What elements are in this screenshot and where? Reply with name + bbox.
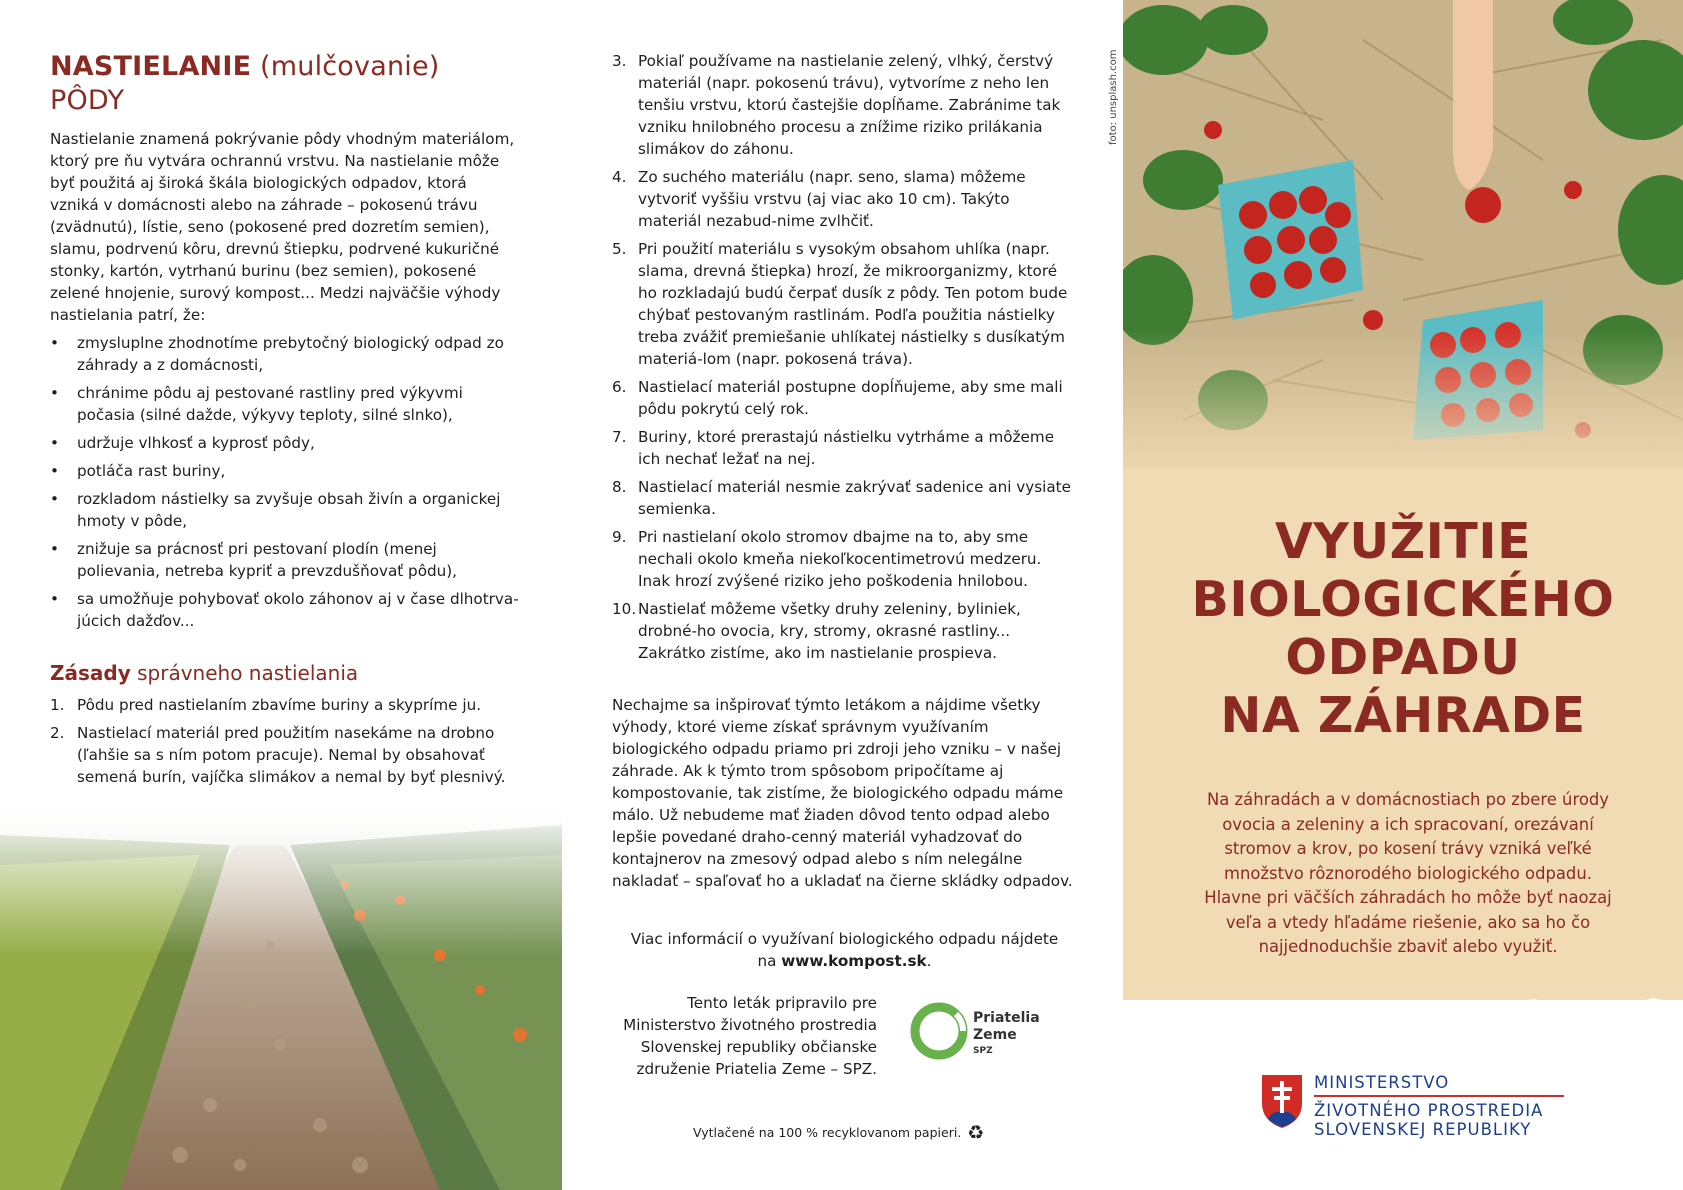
benefit-item: • sa umožňuje pohybovať okolo záhonov aj v čase dlhotrva-júcich dažďov... [50,588,520,632]
section-heading-mulching: NASTIELANIE (mulčovanie) PÔDY [50,51,440,116]
website-link[interactable]: www.kompost.sk [781,952,927,970]
benefit-item: • zmysluplne zhodnotíme prebytočný biologický odpad zo záhrady a z domácnosti, [50,332,520,376]
cover-panel [1123,0,1683,1190]
principle-item: 9. Pri nastielaní okolo stromov dbajme na to, aby sme nechali okolo kmeňa niekoľkocentimetrovú medzeru. Inak hrozí zvýšené riziko jeho poškodenia hnilobou. [612,528,1042,590]
principle-item: 2. Nastielací materiál pred použitím nasekáme na drobno (ľahšie sa s ním potom pracuje). Nemal by obsahovať semená burín, vajíčka slimákov a nemal by byť plesnivý. [50,723,506,786]
cover-title: VYUŽITIE BIOLOGICKÉHO ODPADU NA ZÁHRADE [1191,513,1615,744]
principle-item: 10. Nastielať môžeme všetky druhy zeleniny, byliniek, drobné-ho ovocia, kry, stromy, okrasné rastliny... Zakrátko zistíme, ako im nastielanie prospieva. [612,600,1021,662]
garden-path-photo [0,805,562,1190]
recycle-icon: ♻ [967,1122,985,1144]
benefit-item: • znižuje sa prácnosť pri pestovaní plodín (menej polievania, netreba kypriť a prevzdušňovať pôdu), [50,538,520,582]
principle-item: 8. Nastielací materiál nesmie zakrývať sadenice ani vysiate semienka. [612,478,1071,518]
more-info-text: Viac informácií o využívaní biologického odpadu nájdete na www.kompost.sk. [630,930,1059,970]
principle-item: 4. Zo suchého materiálu (napr. seno, slama) môžeme vytvoriť vyššiu vrstvu (aj viac ako 10 cm). Takýto materiál nezabud-nime zvlhčiť. [612,168,1026,230]
principles-heading: Zásady správneho nastielania [50,660,359,685]
principles-list-continued [612,50,1077,664]
strawberries-photo [1123,0,1683,470]
intro-paragraph: Nastielanie znamená pokrývanie pôdy vhodným materiálom, ktorý pre ňu vytvára ochrannú vrstvu. Na nastielanie môže byť použitá aj široká škála biologických odpadov, ktorá vzniká v domácnosti alebo na záhrade – pokosenú trávu (zvädnutú), lístie, seno (pokosené pred dozretím semien), slamu, podrvenú kôru, drevnú štiepku, podrvené kukuričné stonky, kartón, vytrhanú burinu (bez semien), pokosené zelené hnojenie, surový kompost... Medzi najväčšie výhody nastielania patrí, že: [50,129,515,324]
recycled-paper-note: Vytlačené na 100 % recyklovanom papieri. ♻ [693,1122,985,1144]
principles-list-start [50,694,520,788]
principle-item: 5. Pri použití materiálu s vysokým obsahom uhlíka (napr. slama, drevná štiepka) hrozí, že mikroorganizmy, ktoré ho rozkladajú budú čerpať dusík z pôdy. Ten potom bude chýbať pestovaným rastlinám. Podľa použitia nástielky treba zvážiť premiešanie uhlíkatej nástielky s dusíkatým materiá-lom (napr. pokosená tráva). [612,240,1068,368]
benefit-item: • chránime pôdu aj pestované rastliny pred výkyvmi počasia (silné dažde, výkyvy teploty, silné slnko), [50,382,520,426]
principle-item: 3. Pokiaľ používame na nastielanie zelený, vlhký, čerstvý materiál (napr. pokosenú trávu), vytvoríme z neho len tenšiu vrstvu, ktorú častejšie dopĺňame. Zabránime tak vzniku hnilobného procesu a znížime riziko prilákania slimákov do záhonu. [612,52,1061,158]
priatelia-zeme-ring-icon [908,1000,970,1062]
benefits-list [50,332,520,632]
slovak-coat-of-arms-icon [1260,1073,1304,1129]
photo-credit: foto: unsplash.com [1108,49,1119,145]
principle-item: 6. Nastielací materiál postupne dopĺňujeme, aby sme mali pôdu pokrytú celý rok. [612,378,1063,418]
left-column [50,50,520,794]
benefit-item: • udržuje vlhkosť a kyprosť pôdy, [50,432,520,454]
cover-tagline: Na záhradách a v domácnostiach po zbere úrody ovocia a zeleniny a ich spracovaní, orezávaní stromov a krov, po kosení trávy vzniká veľké množstvo rôznorodého biologického odpadu. Hlavne pri väčších záhradách ho môže byť naozaj veľa a vtedy hľadáme riešenie, ako sa ho čo najjednoduchšie zbaviť alebo využiť. [1204,790,1612,956]
middle-column [612,50,1077,972]
principle-item: 7. Buriny, ktoré prerastajú nástielku vytrháme a môžeme ich nechať ležať na nej. [612,428,1055,468]
ministry-logo: MINISTERSTVO ŽIVOTNÉHO PROSTREDIA SLOVENSKEJ REPUBLIKY [1260,1073,1560,1143]
principle-item: 1. Pôdu pred nastielaním zbavíme buriny a skypríme ju. [50,695,482,714]
closing-paragraph: Nechajme sa inšpirovať týmto letákom a nájdime všetky výhody, ktoré vieme získať správnym využívaním biologického odpadu priamo pri zdroji jeho vzniku – v našej záhrade. Ak k týmto trom spôsobom pripočítame aj kompostovanie, tak zistíme, že biologického odpadu máme málo. Už nebudeme mať žiaden dôvod tento odpad alebo lepšie povedané draho-cenný materiál vyhadzovať do kontajnerov na zmesový odpad alebo s ním nelegálne nakladať – spaľovať ho a ukladať na čierne skládky odpadov. [612,696,1073,890]
benefit-item: • potláča rast buriny, [50,460,520,482]
priatelia-zeme-logo: Priatelia Zeme SPZ [908,1000,1058,1070]
benefit-item: • rozkladom nástielky sa zvyšuje obsah živín a organickej hmoty v pôde, [50,488,520,532]
prepared-by-text: Tento leták pripravilo pre Ministerstvo životného prostredia Slovenskej republiky občianske združenie Priatelia Zeme – SPZ. [623,994,877,1078]
